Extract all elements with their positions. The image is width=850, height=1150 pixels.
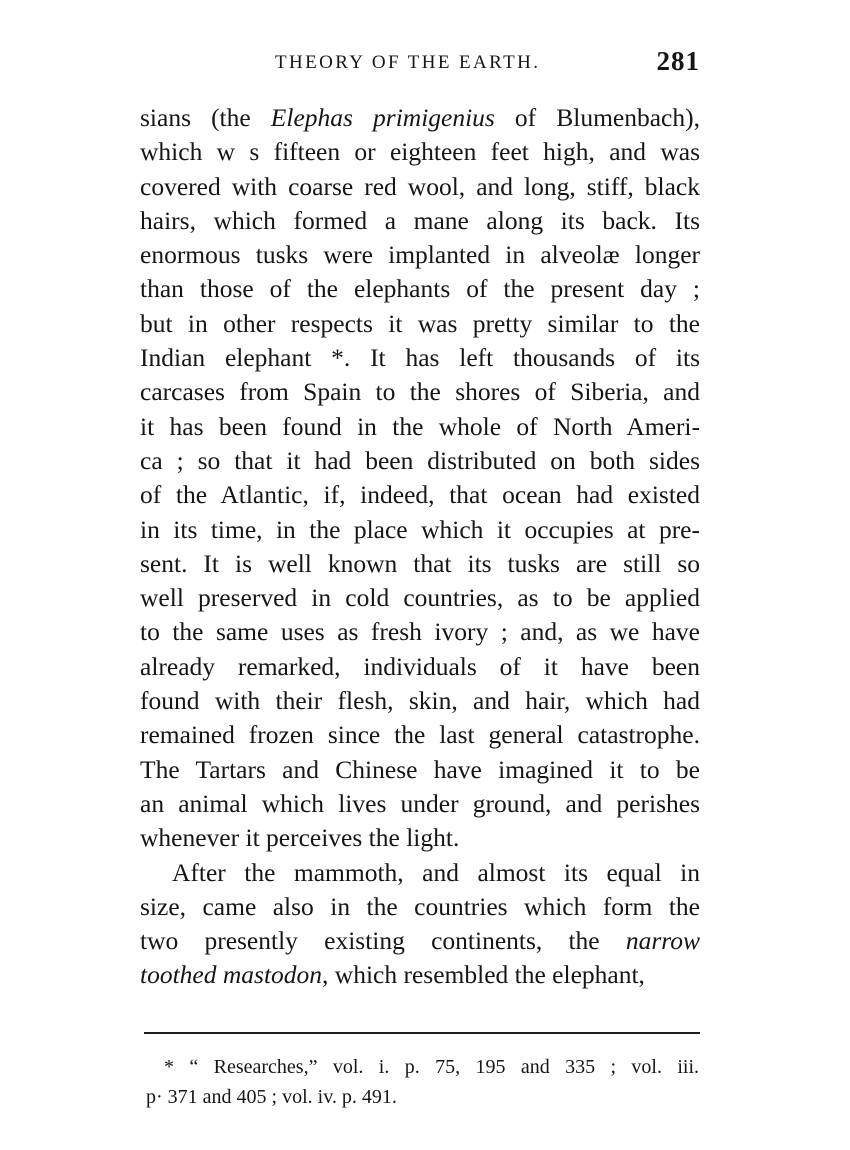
text-run: carcases from Spain to the shores of Siberia, and bbox=[140, 377, 700, 407]
text-run: Indian elephant *. It has left thousands of its bbox=[140, 343, 700, 373]
text-line bbox=[140, 890, 700, 924]
text-run: covered with coarse red wool, and long, stiff, black bbox=[140, 171, 700, 201]
text-run: which w s fifteen or eighteen feet high, and was bbox=[140, 137, 700, 167]
text-line bbox=[140, 924, 700, 958]
text-run: in its time, in the place which it occupies at pre- bbox=[140, 514, 700, 544]
footnote-line: * “ Researches,” vol. i. p. 75, 195 and 335 ; vol. iii. bbox=[164, 1056, 699, 1078]
text-line bbox=[140, 856, 700, 890]
text-run: , which resembled the elephant, bbox=[322, 960, 645, 990]
text-run: sent. It is well known that its tusks are still so bbox=[140, 548, 700, 578]
text-line bbox=[140, 718, 700, 752]
text-run: whenever it perceives the light. bbox=[140, 823, 460, 853]
text-line bbox=[140, 170, 700, 204]
text-line bbox=[140, 513, 700, 547]
running-head bbox=[140, 46, 700, 80]
text-run: enormous tusks were implanted in alveolæ longer bbox=[140, 240, 700, 270]
text-run: size, came also in the countries which form the bbox=[140, 891, 700, 921]
text-run: but in other respects it was pretty similar to the bbox=[140, 308, 700, 338]
text-line bbox=[140, 341, 700, 375]
text-run: ca ; so that it had been distributed on both sides bbox=[140, 445, 700, 475]
text-line bbox=[140, 581, 700, 615]
text-line bbox=[140, 547, 700, 581]
text-run: sians (the bbox=[140, 103, 271, 132]
text-line bbox=[140, 444, 700, 478]
text-run: already remarked, individuals of it have been bbox=[140, 651, 700, 681]
text-run: found with their flesh, skin, and hair, which had bbox=[140, 686, 700, 716]
text-line bbox=[140, 478, 700, 512]
text-line bbox=[140, 135, 700, 169]
text-run: The Tartars and Chinese have imagined it to be bbox=[140, 754, 700, 784]
text-line bbox=[140, 753, 700, 787]
italic-text-run: Elephas primigenius bbox=[270, 103, 495, 132]
text-line bbox=[140, 101, 700, 135]
text-run: than those of the elephants of the present day ; bbox=[140, 274, 700, 304]
text-line bbox=[140, 650, 700, 684]
footnote bbox=[146, 1052, 699, 1112]
text-run: of the Atlantic, if, indeed, that ocean had existed bbox=[140, 480, 700, 510]
text-line bbox=[140, 821, 700, 855]
text-line bbox=[140, 238, 700, 272]
text-line bbox=[140, 375, 700, 409]
text-line bbox=[140, 204, 700, 238]
text-line bbox=[140, 272, 700, 306]
italic-text-run: toothed mastodon bbox=[140, 960, 323, 990]
text-run: hairs, which formed a mane along its back. Its bbox=[140, 205, 700, 235]
text-line bbox=[140, 307, 700, 341]
text-line bbox=[140, 410, 700, 444]
text-line bbox=[140, 684, 700, 718]
text-run: to the same uses as fresh ivory ; and, as we have bbox=[140, 617, 700, 647]
text-run: After the mammoth, and almost its equal in bbox=[172, 857, 700, 887]
page-number: 281 bbox=[656, 46, 700, 76]
running-title: THEORY OF THE EARTH. bbox=[275, 52, 541, 73]
text-run: well preserved in cold countries, as to be applied bbox=[140, 583, 700, 613]
text-run: two presently existing continents, the bbox=[140, 926, 626, 956]
text-run: an animal which lives under ground, and perishes bbox=[140, 788, 700, 818]
body-text bbox=[140, 101, 700, 993]
text-run: of Blumenbach), bbox=[494, 103, 700, 132]
footnote-rule bbox=[144, 1032, 700, 1034]
text-line bbox=[140, 615, 700, 649]
footnote-line: p· 371 and 405 ; vol. iv. p. 491. bbox=[146, 1086, 397, 1108]
text-line bbox=[140, 787, 700, 821]
text-run: remained frozen since the last general catastrophe. bbox=[140, 720, 700, 750]
text-run: it has been found in the whole of North Ameri- bbox=[140, 411, 700, 441]
italic-text-run: narrow bbox=[625, 926, 700, 956]
text-line bbox=[140, 958, 700, 992]
